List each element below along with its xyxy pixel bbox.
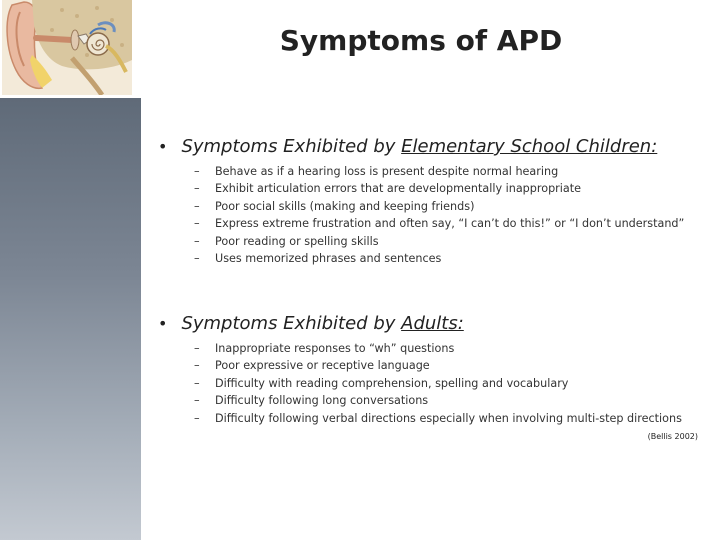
list-item-text: Inappropriate responses to “wh” questions [215,342,455,355]
section-adults [158,313,682,427]
section-children [158,136,684,267]
dash-glyph: – [194,199,200,213]
heading-underlined: Adults: [401,313,464,334]
list-item [158,392,682,409]
list-item [158,250,684,267]
list-item [158,357,682,374]
section-heading [158,313,682,334]
dash-glyph: – [194,182,200,196]
list-item [158,198,684,215]
list-item-text: Difficulty with reading comprehension, spelling and vocabulary [215,376,569,390]
dash-glyph: – [194,411,200,425]
list-item [158,340,682,357]
dash-glyph: – [194,234,200,248]
list-item-text: Poor expressive or receptive language [215,359,430,373]
list-item-text: Express extreme frustration and often say, “I can’t do this!” or “I don’t understand” [215,217,685,231]
list-item-text: Behave as if a hearing loss is present despite normal hearing [215,165,559,178]
dash-glyph: – [194,342,200,355]
list-item-text: Uses memorized phrases and sentences [215,252,442,266]
dash-glyph: – [194,376,200,390]
symptom-list [158,163,684,267]
bullet-glyph: • [158,314,168,333]
sidebar-gradient [0,98,141,540]
list-item [158,163,684,180]
list-item [158,180,684,197]
symptom-list [158,340,682,427]
dash-glyph: – [194,394,200,408]
dash-glyph: – [194,217,200,231]
dash-glyph: – [194,359,200,373]
page-title: Symptoms of APD [279,24,563,57]
list-item [158,410,682,427]
list-item-text: Difficulty following verbal directions especially when involving multi-step directions [215,411,682,425]
list-item [158,375,682,392]
list-item-text: Poor social skills (making and keeping friends) [215,199,475,213]
list-item [158,215,684,232]
section-heading [158,136,684,157]
dash-glyph: – [194,165,200,178]
bullet-glyph: • [158,137,168,156]
heading-prefix: Symptoms Exhibited by [181,136,402,157]
list-item-text: Difficulty following long conversations [215,394,429,408]
dash-glyph: – [194,252,200,266]
list-item-text: Exhibit articulation errors that are developmentally inappropriate [215,182,582,196]
heading-prefix: Symptoms Exhibited by [181,313,402,334]
list-item-text: Poor reading or spelling skills [215,234,379,248]
citation: (Bellis 2002) [647,432,698,441]
list-item [158,233,684,250]
heading-underlined: Elementary School Children: [401,136,658,157]
